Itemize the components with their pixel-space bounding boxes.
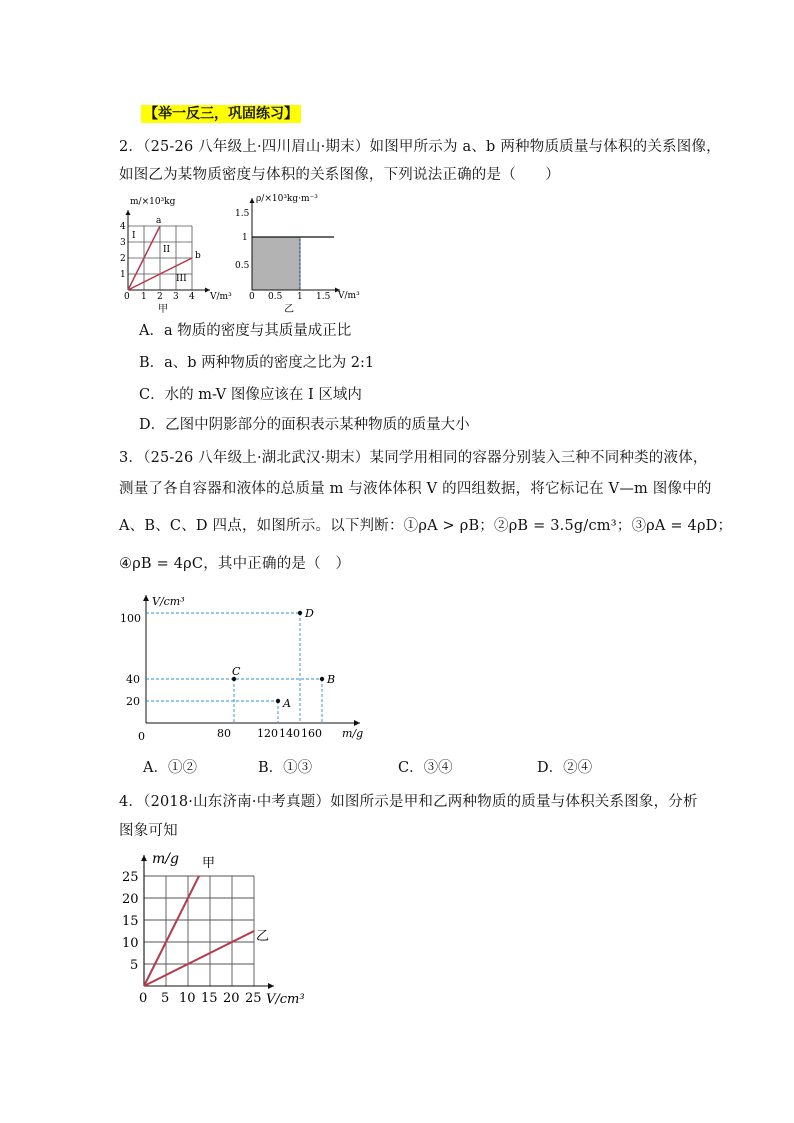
q4-xtick: 20 [223,991,240,1006]
q4-series-line-0 [144,876,199,986]
q3-option-b: B．①③ [258,760,313,776]
q3-xlabel: m/g [342,727,364,740]
yi-ytick: 1.5 [235,209,250,219]
jia-ytick: 3 [120,238,126,248]
jia-ylabel: m/×10³kg [130,197,176,207]
q4-ytick: 5 [130,958,139,973]
q3-point-B [320,677,324,681]
q4-series-label-jia: 甲 [202,856,216,871]
q2-option-c: C．水的 m-V 图像应该在 I 区域内 [139,387,362,403]
yi-ytick: 0.5 [235,261,250,271]
region-label-1: I [132,231,136,241]
q3-point-label-A: A [283,697,291,710]
q3-point-D [298,611,302,615]
q3-figure [116,587,376,745]
yi-ylabel: ρ/×10³kg·m⁻³ [256,194,318,204]
q2-figure-yi [232,188,372,316]
jia-xtick: 4 [189,292,195,302]
yi-ytick: 1 [242,233,248,243]
q3-stem-line3: A、B、C、D 四点，如图所示。以下判断：①ρA > ρB；②ρB = 3.5g/cm³；③ρA = 4ρD； [119,518,733,534]
q3-ytick: 100 [120,612,141,625]
q4-xtick: 15 [201,991,218,1006]
q4-stem-line1: 4．（2018·山东济南·中考真题）如图所示是甲和乙两种物质的质量与体积关系图象，分析 [119,794,698,810]
q3-xtick: 80 [217,727,231,740]
q4-series-line-1 [144,931,254,986]
section-heading: 【举一反三，巩固练习】 [141,103,301,123]
q4-series-label-yi: 乙 [256,929,270,944]
q4-xlabel: V/cm³ [266,992,305,1007]
q3-point-label-D: D [305,607,314,620]
q4-xtick: 5 [161,991,170,1006]
region-label-3: III [176,274,187,284]
q4-figure [110,845,320,1013]
q3-xtick: 160 [301,727,322,740]
jia-xtick: 2 [157,292,163,302]
q4-ylabel: m/g [152,851,179,867]
q2-figure-jia [112,188,242,316]
q2-option-b: B．a、b 两种物质的密度之比为 2:1 [139,355,375,371]
q3-ytick: 40 [126,673,140,686]
q4-ytick: 25 [122,870,139,885]
region-label-2: II [163,245,171,255]
q3-option-a: A．①② [143,760,197,776]
q3-point-label-C: C [232,665,241,678]
q4-xtick: 25 [245,991,262,1006]
q2-stem-line2: 如图乙为某物质密度与体积的关系图像，下列说法正确的是（ ） [119,167,560,183]
jia-xtick: 1 [141,292,147,302]
yi-xtick: 1.5 [316,292,331,302]
yi-xtick: 0.5 [268,292,283,302]
yi-xtick: 1 [297,292,303,302]
q2-stem-line1: 2．（25-26 八年级上·四川眉山·期末）如图甲所示为 a、b 两种物质质量与体积的关系图像， [119,139,721,155]
yi-xtick: 0 [249,292,255,302]
q3-origin: 0 [138,730,145,743]
q2-option-a: A．a 物质的密度与其质量成正比 [139,323,352,339]
jia-caption: 甲 [158,304,168,315]
q4-stem-line2: 图象可知 [119,823,178,839]
jia-xlabel: V/m³ [210,292,232,302]
q4-ytick: 15 [122,914,139,929]
jia-ytick: 2 [120,254,126,264]
q3-option-d: D．②④ [537,760,593,776]
jia-ytick: 1 [120,270,126,280]
q4-ytick: 10 [122,936,139,951]
q3-point-A [276,699,280,703]
yi-caption: 乙 [284,304,294,315]
q3-ylabel: V/cm³ [152,595,185,608]
line-label-a: a [156,216,162,226]
q3-stem-line2: 测量了各自容器和液体的总质量 m 与液体体积 V 的四组数据，将它标记在 V—m 图像中的 [119,481,712,497]
line-label-b: b [195,251,201,261]
jia-xtick: 0 [124,292,130,302]
q4-xtick: 10 [179,991,196,1006]
q3-option-c: C．③④ [398,760,453,776]
q3-xtick: 140 [279,727,300,740]
q2-option-d: D．乙图中阴影部分的面积表示某种物质的质量大小 [139,417,470,433]
q3-stem-line1: 3．（25-26 八年级上·湖北武汉·期末）某同学用相同的容器分别装入三种不同种类的液体， [119,450,708,466]
q3-point-label-B: B [327,673,336,686]
jia-xtick: 3 [173,292,179,302]
jia-ytick: 4 [120,222,126,232]
shaded-area [252,237,300,290]
q4-ytick: 20 [122,892,139,907]
q4-xtick: 0 [139,991,148,1006]
yi-xlabel: V/m³ [338,291,360,301]
q3-stem-line4: ④ρB = 4ρC，其中正确的是（ ） [119,556,351,572]
q3-xtick: 120 [257,727,278,740]
q3-ytick: 20 [126,695,140,708]
